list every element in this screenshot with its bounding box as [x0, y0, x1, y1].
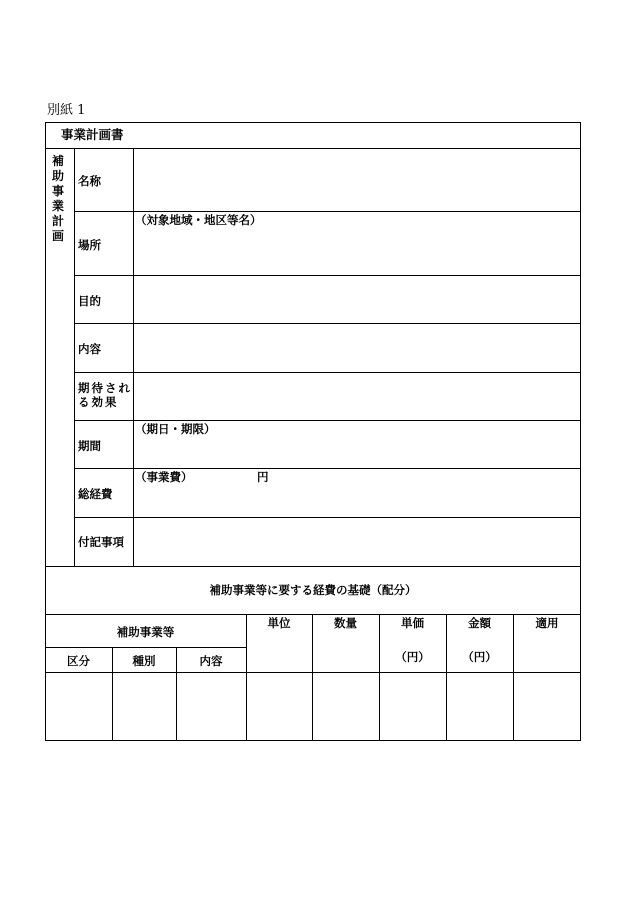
row-label-effect: 期待される効果 — [78, 381, 132, 410]
row-label-name: 名称 — [78, 174, 101, 188]
cost-col-line — [312, 614, 313, 741]
sub-header-content: 内容 — [199, 654, 223, 668]
group-header: 補助事業等 — [116, 625, 175, 639]
plan-table — [45, 122, 581, 567]
row-label-remarks: 付記事項 — [78, 535, 124, 549]
row-note-period: （期日・期限） — [135, 422, 216, 436]
row-divider — [74, 275, 581, 276]
row-divider — [74, 372, 581, 373]
row-note-location: （対象地域・地区等名） — [135, 213, 262, 227]
header-bottom-line — [45, 672, 581, 673]
row-divider — [74, 211, 581, 212]
group-header-divider — [45, 647, 246, 648]
title-divider — [45, 148, 581, 149]
row-divider — [74, 517, 581, 518]
row-label-total-cost: 総経費 — [78, 487, 113, 501]
cost-col-line — [513, 614, 514, 741]
header-unit-price-unit: （円） — [395, 650, 430, 664]
row-divider — [74, 468, 581, 469]
row-label-location: 場所 — [78, 238, 101, 252]
section-label-vertical: 補助事業計画 — [52, 154, 65, 243]
header-amount-unit: （円） — [462, 650, 497, 664]
header-amount: 金額 — [468, 616, 491, 630]
cost-basis-title: 補助事業等に要する経費の基礎（配分） — [209, 583, 417, 597]
row-note-total-cost: （事業費） — [135, 470, 193, 484]
row-label-content: 内容 — [78, 342, 101, 356]
row-divider — [74, 323, 581, 324]
row-unit-total-cost: 円 — [257, 470, 269, 484]
cost-col-line — [446, 614, 447, 741]
header-unit-price: 単価 — [401, 616, 424, 630]
row-label-purpose: 目的 — [78, 294, 101, 308]
row-label-period: 期間 — [78, 439, 101, 453]
sub-header-category: 区分 — [67, 654, 90, 668]
attachment-label: 別紙 1 — [47, 103, 86, 118]
header-quantity: 数量 — [334, 616, 357, 630]
header-unit: 単位 — [267, 616, 291, 630]
cost-col-line — [246, 614, 247, 741]
header-application: 適用 — [535, 616, 559, 630]
sub-header-type: 種別 — [132, 654, 156, 668]
row-divider — [74, 420, 581, 421]
document-title: 事業計画書 — [61, 127, 124, 142]
cost-col-line — [379, 614, 380, 741]
